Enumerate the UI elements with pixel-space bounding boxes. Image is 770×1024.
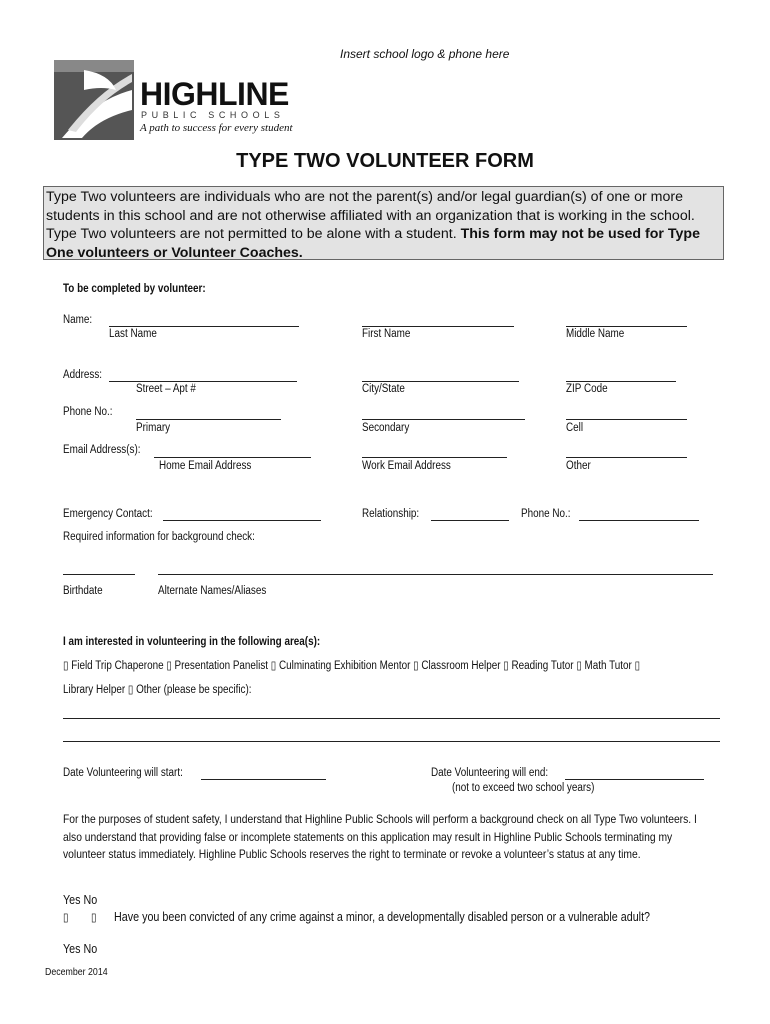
logo-tagline: A path to success for every student <box>140 122 293 134</box>
q1-yes-checkbox[interactable]: ▯ <box>63 912 69 924</box>
emergency-phone-label: Phone No.: <box>521 508 571 520</box>
emergency-phone-field[interactable] <box>579 520 699 521</box>
middle-name-field[interactable] <box>566 326 687 327</box>
checkbox-culminating[interactable]: ▯ <box>270 660 277 672</box>
option-presentation-panelist: Presentation Panelist <box>174 660 269 672</box>
question-1: Have you been convicted of any crime against a minor, a developmentally disabled person or a vulnerable adult? <box>114 910 651 924</box>
intro-box <box>43 186 724 260</box>
emergency-contact-field[interactable] <box>163 520 321 521</box>
footer-date: December 2014 <box>45 967 108 978</box>
last-name-field[interactable] <box>109 326 299 327</box>
checkbox-presentation[interactable]: ▯ <box>166 660 172 672</box>
other-specify-line-1[interactable] <box>63 718 720 719</box>
option-other: Other (please be specific): <box>136 684 252 696</box>
emergency-contact-label: Emergency Contact: <box>63 508 153 520</box>
secondary-phone-caption: Secondary <box>362 422 410 434</box>
city-state-field[interactable] <box>362 381 519 382</box>
first-name-caption: First Name <box>362 328 411 340</box>
intro-normal: Type Two volunteers are individuals who are not the parent(s) and/or legal guardian(s) of one or more students in this school and are not otherwise affiliated with an organization that is working in the school. Type Two volunteers are not permitted to be alone with a student. <box>46 189 695 242</box>
form-title: TYPE TWO VOLUNTEER FORM <box>236 150 534 172</box>
secondary-phone-field[interactable] <box>362 419 525 420</box>
phone-label: Phone No.: <box>63 406 113 418</box>
option-math-tutor: Math Tutor <box>584 660 632 672</box>
yes-no-header-1: Yes No <box>63 893 98 907</box>
city-state-caption: City/State <box>362 383 405 395</box>
middle-name-caption: Middle Name <box>566 328 625 340</box>
end-date-label: Date Volunteering will end: <box>431 767 549 779</box>
other-email-field[interactable] <box>566 457 687 458</box>
checkbox-reading[interactable]: ▯ <box>503 660 509 672</box>
cell-phone-field[interactable] <box>566 419 687 420</box>
email-label: Email Address(s): <box>63 444 141 456</box>
cell-phone-caption: Cell <box>566 422 584 434</box>
birthdate-field[interactable] <box>63 574 135 575</box>
zip-code-field[interactable] <box>566 381 676 382</box>
work-email-field[interactable] <box>362 457 507 458</box>
end-date-note: (not to exceed two school years) <box>452 782 595 794</box>
home-email-field[interactable] <box>154 457 311 458</box>
logo-wordmark: HIGHLINE <box>140 76 289 112</box>
yes-no-header-2: Yes No <box>63 942 98 956</box>
intro-bold: This form may not be used for Type One volunteers or Volunteer Coaches. <box>46 226 700 261</box>
q1-no-checkbox[interactable]: ▯ <box>91 912 97 924</box>
home-email-caption: Home Email Address <box>159 460 252 472</box>
option-reading-tutor: Reading Tutor <box>511 660 574 672</box>
highline-logo-mark <box>54 60 134 140</box>
option-culminating-mentor: Culminating Exhibition Mentor <box>278 660 411 672</box>
aliases-caption: Alternate Names/Aliases <box>158 585 267 597</box>
name-label: Name: <box>63 314 93 326</box>
primary-phone-field[interactable] <box>136 419 281 420</box>
logo-subtitle: PUBLIC SCHOOLS <box>141 110 285 120</box>
street-caption: Street – Apt # <box>136 383 196 395</box>
consent-paragraph: For the purposes of student safety, I understand that Highline Public Schools will perform a background check on all Type Two volunteers. I also understand that providing false or incomplete statements on this application may result in Highline Public Schools terminating my volunteer status immediately. Highline Public Schools reserves the right to terminate or revoke a volunteer’s status at any time. <box>63 812 697 861</box>
intro-text <box>46 188 726 262</box>
first-name-field[interactable] <box>362 326 514 327</box>
option-field-trip-chaperone: Field Trip Chaperone <box>71 660 164 672</box>
relationship-field[interactable] <box>431 520 509 521</box>
zip-code-caption: ZIP Code <box>566 383 608 395</box>
option-library-helper: Library Helper <box>63 684 126 696</box>
primary-phone-caption: Primary <box>136 422 171 434</box>
relationship-label: Relationship: <box>362 508 420 520</box>
start-date-field[interactable] <box>201 779 326 780</box>
checkbox-field-trip[interactable]: ▯ <box>63 660 69 672</box>
street-field[interactable] <box>109 381 297 382</box>
start-date-label: Date Volunteering will start: <box>63 767 183 779</box>
logo-placeholder-note: Insert school logo & phone here <box>340 47 510 61</box>
address-label: Address: <box>63 369 103 381</box>
other-email-caption: Other <box>566 460 591 472</box>
interest-options-line-2 <box>63 682 252 696</box>
option-classroom-helper: Classroom Helper <box>421 660 501 672</box>
checkbox-classroom[interactable]: ▯ <box>413 660 419 672</box>
checkbox-library[interactable]: ▯ <box>634 660 641 672</box>
other-specify-line-2[interactable] <box>63 741 720 742</box>
background-check-label: Required information for background check: <box>63 531 255 543</box>
interest-heading: I am interested in volunteering in the following area(s): <box>63 636 321 648</box>
checkbox-math[interactable]: ▯ <box>576 660 582 672</box>
interest-options-line-1 <box>63 658 640 672</box>
checkbox-other[interactable]: ▯ <box>127 684 134 696</box>
birthdate-caption: Birthdate <box>63 585 103 597</box>
end-date-field[interactable] <box>565 779 704 780</box>
to-be-completed-heading: To be completed by volunteer: <box>63 283 206 295</box>
work-email-caption: Work Email Address <box>362 460 451 472</box>
aliases-field[interactable] <box>158 574 713 575</box>
last-name-caption: Last Name <box>109 328 157 340</box>
